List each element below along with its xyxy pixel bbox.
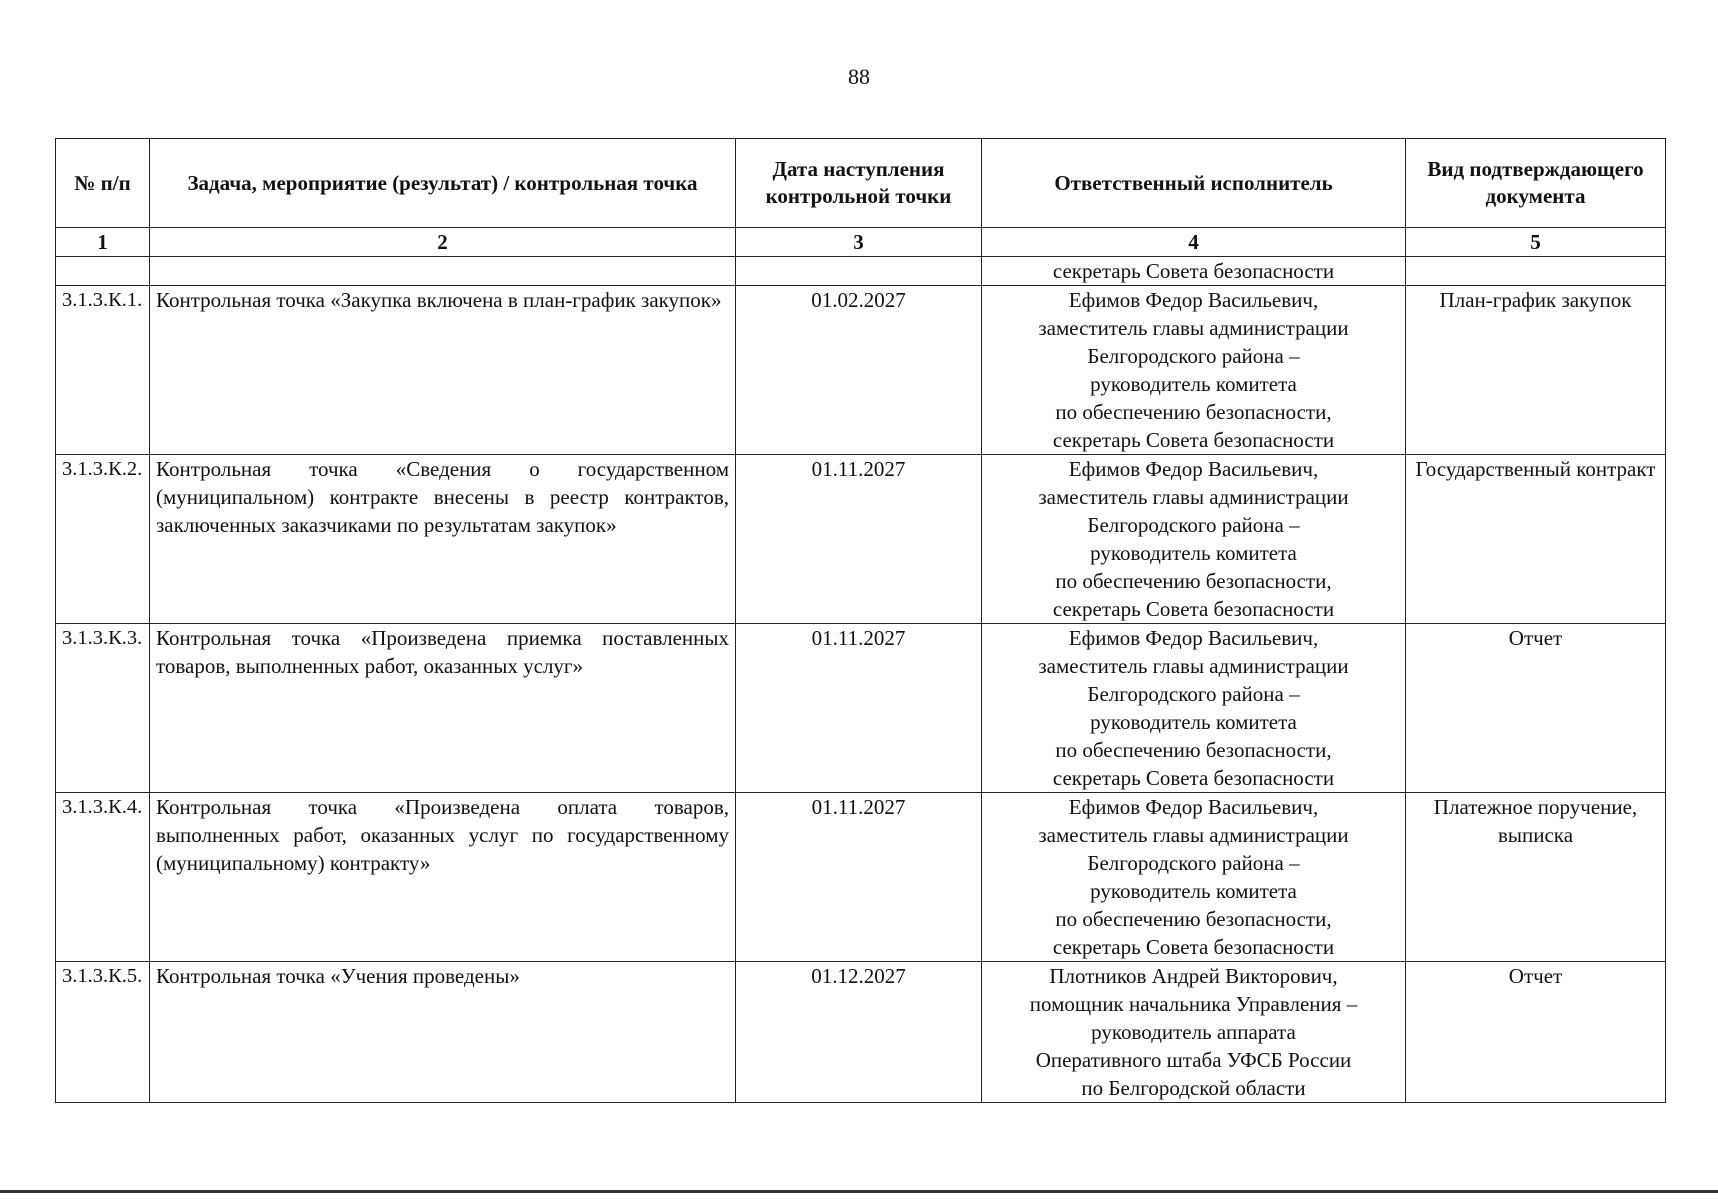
cell-responsible: Ефимов Федор Васильевич, заместитель главы администрации Белгородского района – руководитель комитета по обеспечению безопасности, секретарь Совета безопасности: [982, 455, 1406, 624]
continuation-row: [56, 257, 1666, 286]
cell-document: Государственный контракт: [1406, 455, 1666, 624]
cell-date: [736, 257, 982, 286]
page-edge-line: [0, 1190, 1718, 1193]
cell-responsible: Плотников Андрей Викторович, помощник начальника Управления – руководитель аппарата Оперативного штаба УФСБ России по Белгородской области: [982, 962, 1406, 1103]
cell-document: Платежное поручение, выписка: [1406, 793, 1666, 962]
cell-date: 01.11.2027: [736, 793, 982, 962]
cell-num: [56, 257, 150, 286]
cell-num: 3.1.3.К.3.: [56, 624, 150, 793]
cell-num: 3.1.3.К.1.: [56, 286, 150, 455]
cell-task: Контрольная точка «Учения проведены»: [150, 962, 736, 1103]
column-number: 3: [736, 228, 982, 257]
table-row: [56, 793, 1666, 962]
control-points-table: [55, 138, 1666, 1103]
cell-task: Контрольная точка «Произведена оплата товаров, выполненных работ, оказанных услуг по государственному (муниципальному) контракту»: [150, 793, 736, 962]
cell-date: 01.02.2027: [736, 286, 982, 455]
cell-task: Контрольная точка «Произведена приемка поставленных товаров, выполненных работ, оказанных услуг»: [150, 624, 736, 793]
cell-responsible: Ефимов Федор Васильевич, заместитель главы администрации Белгородского района – руководитель комитета по обеспечению безопасности, секретарь Совета безопасности: [982, 624, 1406, 793]
cell-task: Контрольная точка «Сведения о государственном (муниципальном) контракте внесены в реестр контрактов, заключенных заказчиками по результатам закупок»: [150, 455, 736, 624]
cell-date: 01.11.2027: [736, 455, 982, 624]
column-number: 4: [982, 228, 1406, 257]
cell-date: 01.12.2027: [736, 962, 982, 1103]
header-date: Дата наступления контрольной точки: [736, 139, 982, 228]
header-row: [56, 139, 1666, 228]
cell-responsible: Ефимов Федор Васильевич, заместитель главы администрации Белгородского района – руководитель комитета по обеспечению безопасности, секретарь Совета безопасности: [982, 793, 1406, 962]
cell-task: Контрольная точка «Закупка включена в план-график закупок»: [150, 286, 736, 455]
cell-task: [150, 257, 736, 286]
cell-date: 01.11.2027: [736, 624, 982, 793]
page-number: 88: [848, 64, 870, 89]
cell-responsible: Ефимов Федор Васильевич, заместитель главы администрации Белгородского района – руководитель комитета по обеспечению безопасности, секретарь Совета безопасности: [982, 286, 1406, 455]
cell-num: 3.1.3.К.5.: [56, 962, 150, 1103]
cell-num: 3.1.3.К.4.: [56, 793, 150, 962]
header-num: № п/п: [56, 139, 150, 228]
cell-responsible: секретарь Совета безопасности: [982, 257, 1406, 286]
cell-document: [1406, 257, 1666, 286]
cell-num: 3.1.3.К.2.: [56, 455, 150, 624]
header-responsible: Ответственный исполнитель: [982, 139, 1406, 228]
column-number-row: [56, 228, 1666, 257]
table-row: [56, 962, 1666, 1103]
header-document: Вид подтверждающего документа: [1406, 139, 1666, 228]
column-number: 1: [56, 228, 150, 257]
cell-document: Отчет: [1406, 624, 1666, 793]
table-row: [56, 455, 1666, 624]
cell-document: План-график закупок: [1406, 286, 1666, 455]
column-number: 5: [1406, 228, 1666, 257]
column-number: 2: [150, 228, 736, 257]
cell-document: Отчет: [1406, 962, 1666, 1103]
table-row: [56, 286, 1666, 455]
table-row: [56, 624, 1666, 793]
header-task: Задача, мероприятие (результат) / контрольная точка: [150, 139, 736, 228]
